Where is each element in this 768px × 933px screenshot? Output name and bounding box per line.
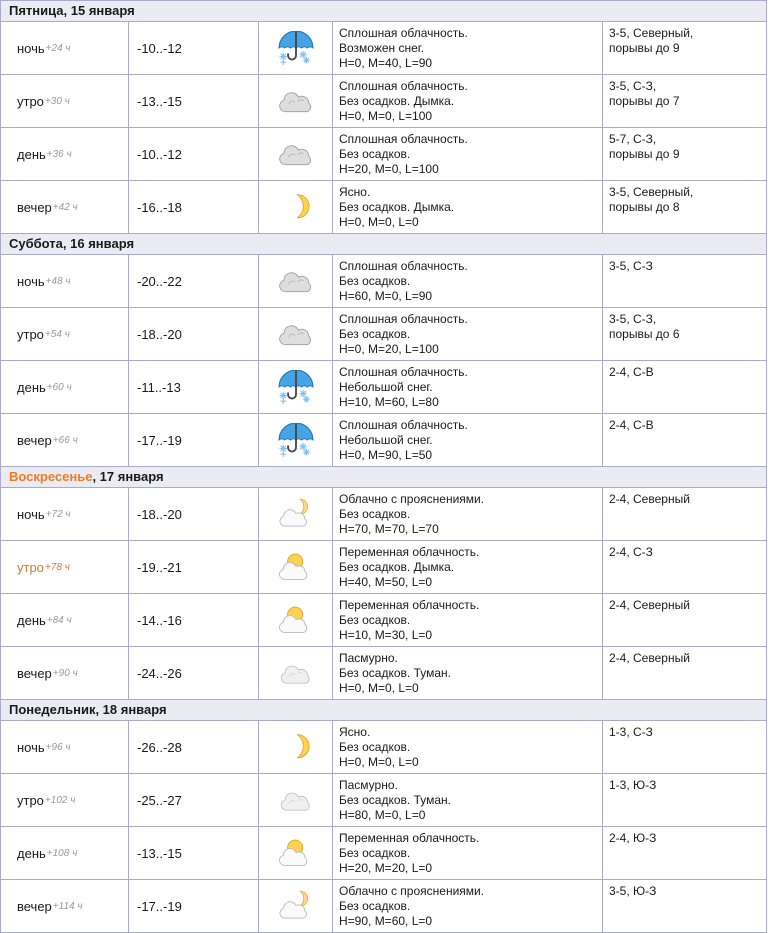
day-date: , 15 января xyxy=(63,3,135,18)
temperature-cell xyxy=(129,75,259,127)
cloud-layers-text: H=40, M=50, L=0 xyxy=(339,575,433,589)
weather-icon-cell xyxy=(259,128,333,180)
conditions-cell xyxy=(333,488,603,540)
day-date: , 18 января xyxy=(95,702,167,717)
cloudiness-text: Сплошная облачность. xyxy=(339,259,468,273)
weather-icon-cell xyxy=(259,255,333,307)
cloudiness-text: Облачно с прояснениями. xyxy=(339,884,485,898)
time-of-day-cell xyxy=(1,827,129,879)
hours-offset-superscript: +42 ч xyxy=(52,201,78,213)
temperature-cell xyxy=(129,181,259,233)
precipitation-text: Без осадков. Дымка. xyxy=(339,560,455,574)
temperature-range: -16..-18 xyxy=(137,199,182,215)
precipitation-text: Без осадков. xyxy=(339,613,411,627)
wind-speed-direction: 3-5, Северный, xyxy=(609,185,694,199)
conditions-cell xyxy=(333,361,603,413)
cloud-layers-text: H=0, M=0, L=100 xyxy=(339,109,433,123)
day-header xyxy=(1,700,767,721)
time-of-day-cell xyxy=(1,880,129,932)
overcast-cloud-icon xyxy=(276,265,316,297)
cloudiness-text: Сплошная облачность. xyxy=(339,79,468,93)
hours-offset-superscript: +72 ч xyxy=(45,508,71,520)
wind-speed-direction: 3-5, С-З, xyxy=(609,312,657,326)
temperature-range: -17..-19 xyxy=(137,432,182,448)
umbrella-snow-icon xyxy=(275,31,317,65)
wind-gusts: порывы до 8 xyxy=(609,200,680,214)
wind-gusts: порывы до 6 xyxy=(609,327,680,341)
time-of-day-cell xyxy=(1,774,129,826)
hours-offset-superscript: +96 ч xyxy=(45,741,71,753)
day-section xyxy=(1,1,767,234)
wind-cell xyxy=(603,361,767,413)
weather-icon-cell xyxy=(259,308,333,360)
temperature-cell xyxy=(129,308,259,360)
forecast-row xyxy=(1,774,767,827)
time-of-day-cell xyxy=(1,541,129,593)
weather-icon-cell xyxy=(259,721,333,773)
day-section xyxy=(1,467,767,700)
cloudiness-text: Сплошная облачность. xyxy=(339,365,468,379)
weather-icon-cell xyxy=(259,361,333,413)
temperature-range: -24..-26 xyxy=(137,665,182,681)
forecast-row xyxy=(1,827,767,880)
wind-cell xyxy=(603,827,767,879)
weather-icon-cell xyxy=(259,22,333,74)
crescent-moon-icon xyxy=(279,190,313,224)
precipitation-text: Без осадков. Туман. xyxy=(339,793,451,807)
day-section xyxy=(1,234,767,467)
forecast-row xyxy=(1,721,767,774)
wind-speed-direction: 2-4, С-В xyxy=(609,418,654,432)
forecast-row xyxy=(1,128,767,181)
wind-cell xyxy=(603,255,767,307)
forecast-row xyxy=(1,181,767,234)
time-of-day-cell xyxy=(1,128,129,180)
cloud-layers-text: H=0, M=0, L=0 xyxy=(339,215,419,229)
wind-cell xyxy=(603,128,767,180)
temperature-range: -18..-20 xyxy=(137,506,182,522)
hours-offset-superscript: +48 ч xyxy=(45,275,71,287)
cloudiness-text: Переменная облачность. xyxy=(339,831,480,845)
time-of-day-label: ночь xyxy=(17,40,45,56)
cloud-layers-text: H=0, M=0, L=0 xyxy=(339,681,419,695)
wind-gusts: порывы до 9 xyxy=(609,147,680,161)
day-date: , 17 января xyxy=(92,469,164,484)
cloudiness-text: Сплошная облачность. xyxy=(339,312,468,326)
forecast-row xyxy=(1,647,767,700)
wind-cell xyxy=(603,181,767,233)
conditions-cell xyxy=(333,880,603,932)
time-of-day-cell xyxy=(1,594,129,646)
temperature-range: -19..-21 xyxy=(137,559,182,575)
wind-speed-direction: 2-4, Северный xyxy=(609,651,690,665)
cloudiness-text: Переменная облачность. xyxy=(339,545,480,559)
wind-cell xyxy=(603,22,767,74)
temperature-range: -10..-12 xyxy=(137,146,182,162)
cloud-layers-text: H=60, M=0, L=90 xyxy=(339,289,433,303)
wind-speed-direction: 2-4, Северный xyxy=(609,598,690,612)
time-of-day-label: ночь xyxy=(17,273,45,289)
conditions-cell xyxy=(333,22,603,74)
temperature-range: -14..-16 xyxy=(137,612,182,628)
precipitation-text: Без осадков. xyxy=(339,846,411,860)
time-of-day-label: день xyxy=(17,146,46,162)
weather-icon-cell xyxy=(259,594,333,646)
precipitation-text: Без осадков. xyxy=(339,899,411,913)
hours-offset-superscript: +66 ч xyxy=(52,434,78,446)
wind-cell xyxy=(603,594,767,646)
precipitation-text: Без осадков. xyxy=(339,327,411,341)
wind-cell xyxy=(603,647,767,699)
wind-speed-direction: 5-7, С-З, xyxy=(609,132,657,146)
time-of-day-cell xyxy=(1,181,129,233)
wind-cell xyxy=(603,541,767,593)
time-of-day-label: вечер xyxy=(17,665,52,681)
weather-icon-cell xyxy=(259,827,333,879)
wind-cell xyxy=(603,880,767,932)
forecast-row xyxy=(1,414,767,467)
cloudiness-text: Переменная облачность. xyxy=(339,598,480,612)
weather-icon-cell xyxy=(259,541,333,593)
cloud-layers-text: H=0, M=90, L=50 xyxy=(339,448,433,462)
conditions-cell xyxy=(333,414,603,466)
umbrella-snow-icon xyxy=(275,370,317,404)
forecast-row xyxy=(1,308,767,361)
cloudiness-text: Сплошная облачность. xyxy=(339,132,468,146)
hours-offset-superscript: +54 ч xyxy=(44,328,70,340)
time-of-day-label: ночь xyxy=(17,739,45,755)
precipitation-text: Без осадков. xyxy=(339,740,411,754)
time-of-day-label: утро xyxy=(17,326,44,342)
hours-offset-superscript: +84 ч xyxy=(46,614,72,626)
time-of-day-cell xyxy=(1,75,129,127)
time-of-day-cell xyxy=(1,361,129,413)
time-of-day-cell xyxy=(1,308,129,360)
time-of-day-cell xyxy=(1,22,129,74)
time-of-day-label: вечер xyxy=(17,199,52,215)
temperature-cell xyxy=(129,22,259,74)
wind-cell xyxy=(603,308,767,360)
conditions-cell xyxy=(333,647,603,699)
wind-speed-direction: 2-4, С-З xyxy=(609,545,653,559)
conditions-cell xyxy=(333,181,603,233)
temperature-cell xyxy=(129,647,259,699)
wind-speed-direction: 3-5, Северный, xyxy=(609,26,694,40)
fog-cloud-icon xyxy=(278,659,314,688)
time-of-day-label: ночь xyxy=(17,506,45,522)
day-name: Пятница xyxy=(9,3,64,18)
temperature-cell xyxy=(129,774,259,826)
weather-icon-cell xyxy=(259,774,333,826)
temperature-range: -17..-19 xyxy=(137,898,182,914)
conditions-cell xyxy=(333,594,603,646)
hours-offset-superscript: +102 ч xyxy=(44,794,76,806)
cloudiness-text: Сплошная облачность. xyxy=(339,418,468,432)
time-of-day-cell xyxy=(1,255,129,307)
forecast-row xyxy=(1,255,767,308)
precipitation-text: Возможен снег. xyxy=(339,41,425,55)
conditions-cell xyxy=(333,128,603,180)
precipitation-text: Без осадков. Дымка. xyxy=(339,200,455,214)
time-of-day-label: день xyxy=(17,379,46,395)
precipitation-text: Небольшой снег. xyxy=(339,433,433,447)
temperature-range: -13..-15 xyxy=(137,93,182,109)
time-of-day-label: вечер xyxy=(17,432,52,448)
day-date: , 16 января xyxy=(62,236,135,251)
precipitation-text: Без осадков. Дымка. xyxy=(339,94,455,108)
wind-speed-direction: 2-4, С-В xyxy=(609,365,654,379)
moon-cloud-icon xyxy=(277,890,315,922)
conditions-cell xyxy=(333,75,603,127)
sun-cloud-icon xyxy=(276,604,316,636)
cloudiness-text: Пасмурно. xyxy=(339,651,398,665)
time-of-day-cell xyxy=(1,647,129,699)
cloud-layers-text: H=90, M=60, L=0 xyxy=(339,914,433,928)
precipitation-text: Без осадков. xyxy=(339,507,411,521)
overcast-cloud-icon xyxy=(276,85,316,117)
hours-offset-superscript: +114 ч xyxy=(52,900,83,912)
hours-offset-superscript: +36 ч xyxy=(46,148,72,160)
wind-cell xyxy=(603,75,767,127)
cloud-layers-text: H=10, M=30, L=0 xyxy=(339,628,433,642)
conditions-cell xyxy=(333,255,603,307)
cloud-layers-text: H=20, M=0, L=100 xyxy=(339,162,439,176)
wind-speed-direction: 1-3, С-З xyxy=(609,725,653,739)
day-header xyxy=(1,234,767,255)
conditions-cell xyxy=(333,827,603,879)
cloud-layers-text: H=0, M=20, L=100 xyxy=(339,342,439,356)
conditions-cell xyxy=(333,721,603,773)
precipitation-text: Без осадков. xyxy=(339,274,411,288)
cloud-layers-text: H=80, M=0, L=0 xyxy=(339,808,426,822)
day-name: Понедельник xyxy=(9,702,96,717)
weather-icon-cell xyxy=(259,647,333,699)
time-of-day-label: утро xyxy=(17,93,44,109)
cloudiness-text: Ясно. xyxy=(339,725,371,739)
wind-gusts: порывы до 9 xyxy=(609,41,680,55)
overcast-cloud-icon xyxy=(276,138,316,170)
temperature-cell xyxy=(129,488,259,540)
conditions-cell xyxy=(333,774,603,826)
temperature-cell xyxy=(129,361,259,413)
moon-cloud-icon xyxy=(277,498,315,530)
wind-speed-direction: 2-4, Ю-З xyxy=(609,831,657,845)
time-of-day-label: утро xyxy=(17,559,44,575)
temperature-range: -10..-12 xyxy=(137,40,182,56)
cloudiness-text: Сплошная облачность. xyxy=(339,26,468,40)
time-of-day-cell xyxy=(1,488,129,540)
time-of-day-label: утро xyxy=(17,792,44,808)
temperature-cell xyxy=(129,414,259,466)
temperature-cell xyxy=(129,255,259,307)
forecast-row xyxy=(1,361,767,414)
weather-icon-cell xyxy=(259,181,333,233)
day-name: Суббота xyxy=(9,236,63,251)
time-of-day-cell xyxy=(1,414,129,466)
cloud-layers-text: H=70, M=70, L=70 xyxy=(339,522,439,536)
day-name: Воскресенье xyxy=(9,469,93,484)
sun-cloud-icon xyxy=(276,837,316,869)
temperature-range: -18..-20 xyxy=(137,326,182,342)
hours-offset-superscript: +90 ч xyxy=(52,667,78,679)
cloud-layers-text: H=0, M=40, L=90 xyxy=(339,56,433,70)
forecast-row xyxy=(1,75,767,128)
cloudiness-text: Пасмурно. xyxy=(339,778,398,792)
sun-cloud-icon xyxy=(276,551,316,583)
hours-offset-superscript: +108 ч xyxy=(46,847,78,859)
day-header xyxy=(1,1,767,22)
cloudiness-text: Ясно. xyxy=(339,185,371,199)
precipitation-text: Без осадков. Туман. xyxy=(339,666,451,680)
umbrella-snow-icon xyxy=(275,423,317,457)
wind-speed-direction: 1-3, Ю-З xyxy=(609,778,657,792)
time-of-day-cell xyxy=(1,721,129,773)
wind-gusts: порывы до 7 xyxy=(609,94,680,108)
temperature-range: -25..-27 xyxy=(137,792,182,808)
wind-cell xyxy=(603,721,767,773)
time-of-day-label: день xyxy=(17,845,46,861)
temperature-cell xyxy=(129,827,259,879)
temperature-cell xyxy=(129,541,259,593)
hours-offset-superscript: +24 ч xyxy=(45,42,71,54)
temperature-range: -11..-13 xyxy=(137,379,181,395)
cloud-layers-text: H=20, M=20, L=0 xyxy=(339,861,433,875)
conditions-cell xyxy=(333,308,603,360)
wind-cell xyxy=(603,488,767,540)
forecast-row xyxy=(1,541,767,594)
temperature-range: -13..-15 xyxy=(137,845,182,861)
crescent-moon-icon xyxy=(279,730,313,764)
time-of-day-label: вечер xyxy=(17,898,52,914)
weather-icon-cell xyxy=(259,880,333,932)
cloud-layers-text: H=0, M=0, L=0 xyxy=(339,755,419,769)
precipitation-text: Небольшой снег. xyxy=(339,380,433,394)
temperature-cell xyxy=(129,594,259,646)
precipitation-text: Без осадков. xyxy=(339,147,411,161)
temperature-range: -26..-28 xyxy=(137,739,182,755)
day-header xyxy=(1,467,767,488)
wind-cell xyxy=(603,414,767,466)
weather-icon-cell xyxy=(259,414,333,466)
hours-offset-superscript: +30 ч xyxy=(44,95,70,107)
wind-speed-direction: 3-5, С-З, xyxy=(609,79,657,93)
temperature-cell xyxy=(129,721,259,773)
cloudiness-text: Облачно с прояснениями. xyxy=(339,492,485,506)
day-section xyxy=(1,700,767,933)
cloud-layers-text: H=10, M=60, L=80 xyxy=(339,395,439,409)
forecast-row xyxy=(1,22,767,75)
wind-speed-direction: 3-5, Ю-З xyxy=(609,884,657,898)
time-of-day-label: день xyxy=(17,612,46,628)
weather-icon-cell xyxy=(259,488,333,540)
overcast-cloud-icon xyxy=(276,318,316,350)
fog-cloud-icon xyxy=(278,786,314,815)
weather-icon-cell xyxy=(259,75,333,127)
hours-offset-superscript: +60 ч xyxy=(46,381,72,393)
conditions-cell xyxy=(333,541,603,593)
forecast-row xyxy=(1,880,767,933)
temperature-cell xyxy=(129,880,259,932)
temperature-range: -20..-22 xyxy=(137,273,182,289)
temperature-cell xyxy=(129,128,259,180)
wind-cell xyxy=(603,774,767,826)
hours-offset-superscript: +78 ч xyxy=(44,561,70,573)
forecast-row xyxy=(1,594,767,647)
wind-speed-direction: 2-4, Северный xyxy=(609,492,690,506)
wind-speed-direction: 3-5, С-З xyxy=(609,259,653,273)
forecast-row xyxy=(1,488,767,541)
